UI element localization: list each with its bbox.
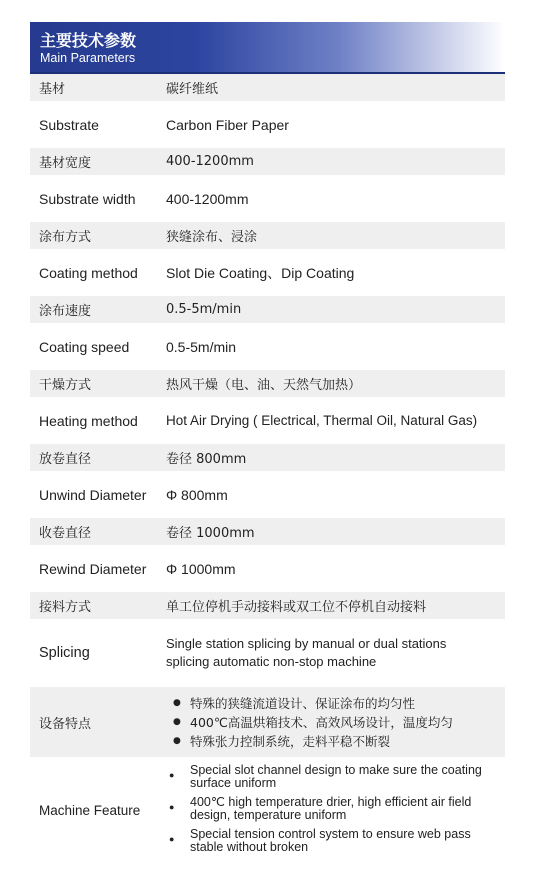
row-label: 放卷直径 <box>39 452 92 467</box>
row-label: 接料方式 <box>39 600 92 615</box>
list-item: ● 400℃ high temperature drier, high efficient air field design, temperature uniform <box>166 796 499 822</box>
section-header <box>30 22 505 74</box>
row-label: Coating speed <box>39 338 130 355</box>
row-value: 卷径 1000mm <box>166 526 255 541</box>
table-row <box>30 397 505 444</box>
table-row <box>30 370 505 397</box>
table-row <box>30 471 505 518</box>
row-value: 热风干燥（电、油、天然气加热） <box>166 378 362 393</box>
row-value: Φ 1000mm <box>166 560 236 577</box>
table-row <box>30 518 505 545</box>
table-row <box>30 323 505 370</box>
row-value: 400-1200mm <box>166 154 254 169</box>
row-label: 设备特点 <box>39 716 92 732</box>
list-item: ● 特殊的狭缝流道设计、保证涂布的均匀性 <box>166 694 499 713</box>
row-value <box>166 635 505 671</box>
row-value: 400-1200mm <box>166 190 249 207</box>
row-label: Splicing <box>39 645 90 661</box>
table-row <box>30 592 505 619</box>
row-value: 0.5-5m/min <box>166 302 242 317</box>
row-label: 收卷直径 <box>39 526 92 541</box>
feature-list-cn <box>166 694 499 751</box>
row-value: Slot Die Coating、Dip Coating <box>166 264 355 281</box>
list-item: ● Special tension control system to ensure web pass stable without broken <box>166 828 499 854</box>
row-label: Unwind Diameter <box>39 486 147 503</box>
row-label: 基材 <box>39 82 66 97</box>
parameters-table <box>30 74 505 863</box>
feature-list-en <box>166 764 499 854</box>
table-row <box>30 296 505 323</box>
row-label: Rewind Diameter <box>39 560 147 577</box>
section-title-en: Main Parameters <box>40 51 136 65</box>
list-item: ● Special slot channel design to make sure the coating surface uniform <box>166 764 499 790</box>
row-value <box>166 760 505 860</box>
table-row <box>30 74 505 101</box>
table-row <box>30 175 505 222</box>
table-row <box>30 444 505 471</box>
row-label: Machine Feature <box>39 802 141 818</box>
table-row <box>30 148 505 175</box>
table-row <box>30 545 505 592</box>
row-value: 狭缝涂布、浸涂 <box>166 230 258 245</box>
row-value: Hot Air Drying ( Electrical, Thermal Oil, Natural Gas) <box>166 413 478 428</box>
row-value-line: Single station splicing by manual or dual stations <box>166 636 447 651</box>
table-row <box>30 687 505 757</box>
row-value: 0.5-5m/min <box>166 338 237 355</box>
row-value <box>166 694 505 751</box>
table-row <box>30 249 505 296</box>
row-label: 涂布方式 <box>39 230 92 245</box>
row-label: Coating method <box>39 264 138 281</box>
row-label: 基材宽度 <box>39 156 92 171</box>
list-item: ● 特殊张力控制系统，走料平稳不断裂 <box>166 732 499 751</box>
row-value: Carbon Fiber Paper <box>166 116 289 133</box>
row-value-line: splicing automatic non-stop machine <box>166 654 377 669</box>
row-value: Φ 800mm <box>166 486 228 503</box>
section-title-cn: 主要技术参数 <box>40 31 137 50</box>
row-value: 卷径 800mm <box>166 452 247 467</box>
row-label: Substrate <box>39 116 99 133</box>
row-label: Substrate width <box>39 190 136 207</box>
row-label: 干燥方式 <box>39 378 92 393</box>
row-value: 碳纤维纸 <box>166 82 219 97</box>
table-row <box>30 619 505 687</box>
table-row <box>30 101 505 148</box>
table-row <box>30 757 505 863</box>
row-value: 单工位停机手动接料或双工位不停机自动接料 <box>166 600 427 615</box>
list-item: ● 400℃高温烘箱技术、高效风场设计，温度均匀 <box>166 713 499 732</box>
table-row <box>30 222 505 249</box>
row-label: Heating method <box>39 412 138 429</box>
row-label: 涂布速度 <box>39 304 92 319</box>
